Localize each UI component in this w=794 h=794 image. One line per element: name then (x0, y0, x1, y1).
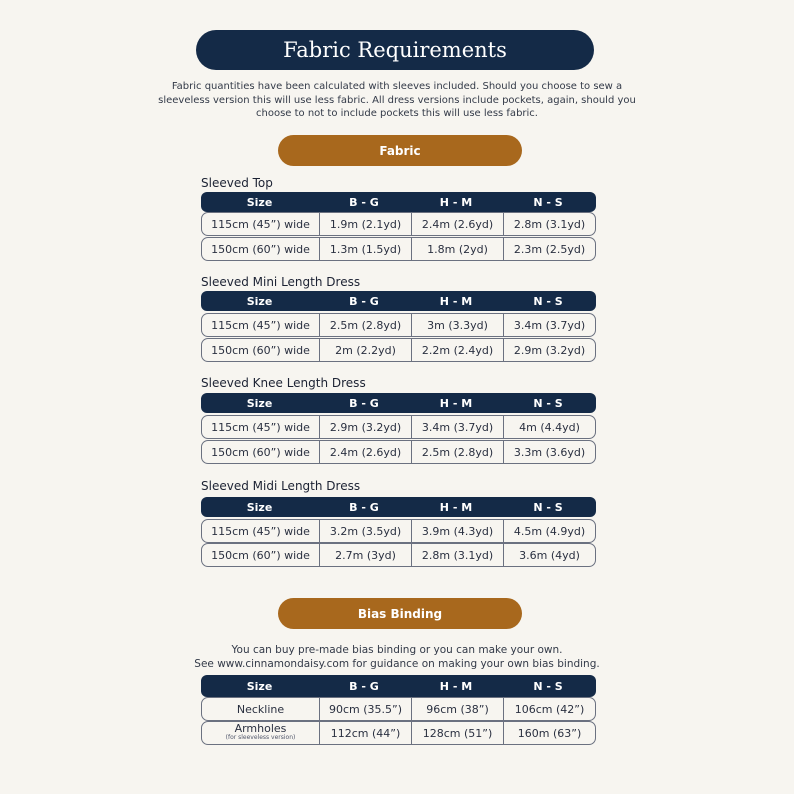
cell: 2.8m (3.1yd) (503, 213, 595, 235)
cell: 2.7m (3yd) (319, 544, 411, 566)
cell: 3.4m (3.7yd) (411, 416, 503, 438)
table-row (201, 543, 596, 567)
row-label: 115cm (45”) wide (211, 524, 310, 538)
intro-text: Fabric quantities have been calculated with sleeves included. Should you choose to sew a sleeveless version this will use less fabric. All dress versions include pockets, again, should you choose to not to include pockets this will use less fabric. (158, 81, 636, 119)
cell: 3.2m (3.5yd) (319, 520, 411, 542)
col-n-s: N - S (533, 679, 563, 693)
cell: 3.3m (3.6yd) (503, 441, 595, 463)
bias-text-line-1: You can buy pre-made bias binding or you can make your own. (231, 644, 563, 656)
col-b-g: B - G (349, 500, 379, 514)
cell: 2m (2.2yd) (319, 339, 411, 361)
cell: 2.5m (2.8yd) (411, 441, 503, 463)
cell: 1.8m (2yd) (411, 238, 503, 260)
table-row (201, 519, 596, 543)
table-header (201, 497, 596, 517)
cell: 2.9m (3.2yd) (503, 339, 595, 361)
table-title: Sleeved Mini Length Dress (201, 275, 361, 289)
row-label: 115cm (45”) wide (211, 217, 310, 231)
row-label: 150cm (60”) wide (211, 343, 310, 357)
cell: 90cm (35.5”) (319, 698, 411, 720)
col-size: Size (246, 195, 273, 209)
cell: 3.9m (4.3yd) (411, 520, 503, 542)
cell: 3.4m (3.7yd) (503, 314, 595, 336)
table-row (201, 697, 596, 721)
row-label-armholes (202, 722, 319, 744)
col-b-g: B - G (349, 396, 379, 410)
row-label: Neckline (236, 702, 285, 716)
table-header (201, 291, 596, 311)
col-b-g: B - G (349, 679, 379, 693)
col-h-m: H - M (439, 679, 473, 693)
cell: 1.9m (2.1yd) (319, 213, 411, 235)
row-label: 115cm (45”) wide (211, 420, 310, 434)
cell: 96cm (38”) (411, 698, 503, 720)
col-n-s: N - S (533, 396, 563, 410)
col-h-m: H - M (439, 500, 473, 514)
cell: 1.3m (1.5yd) (319, 238, 411, 260)
cell: 106cm (42”) (503, 698, 595, 720)
col-h-m: H - M (439, 396, 473, 410)
cell: 2.4m (2.6yd) (319, 441, 411, 463)
col-b-g: B - G (349, 294, 379, 308)
table-header (201, 192, 596, 212)
table-title: Sleeved Top (201, 176, 273, 190)
row-label: 150cm (60”) wide (211, 445, 310, 459)
col-b-g: B - G (349, 195, 379, 209)
row-label: 115cm (45”) wide (211, 318, 310, 332)
table-row (201, 338, 596, 362)
cell: 160m (63”) (503, 722, 595, 744)
col-size: Size (246, 294, 273, 308)
col-size: Size (246, 396, 273, 410)
table-row (201, 440, 596, 464)
cell: 3m (3.3yd) (411, 314, 503, 336)
table-row (201, 212, 596, 236)
col-size: Size (246, 500, 273, 514)
table-header (201, 393, 596, 413)
cell: 2.5m (2.8yd) (319, 314, 411, 336)
cell: 112cm (44”) (319, 722, 411, 744)
cell: 3.6m (4yd) (503, 544, 595, 566)
table-header (201, 675, 596, 697)
col-n-s: N - S (533, 500, 563, 514)
table-row (201, 415, 596, 439)
table-row (201, 237, 596, 261)
cell: 2.9m (3.2yd) (319, 416, 411, 438)
table-title: Sleeved Knee Length Dress (201, 376, 366, 390)
row-label: 150cm (60”) wide (211, 242, 310, 256)
cell: 2.2m (2.4yd) (411, 339, 503, 361)
cell: 128cm (51”) (411, 722, 503, 744)
col-h-m: H - M (439, 294, 473, 308)
row-label: Armholes (234, 722, 287, 735)
page-title: Fabric Requirements (196, 30, 594, 70)
cell: 2.8m (3.1yd) (411, 544, 503, 566)
cell: 2.3m (2.5yd) (503, 238, 595, 260)
bias-binding-text (150, 643, 644, 671)
bias-text-line-2: See www.cinnamondaisy.com for guidance on making your own bias binding. (194, 658, 600, 670)
col-h-m: H - M (439, 195, 473, 209)
bias-binding-section-header: Bias Binding (278, 598, 522, 629)
cell: 4.5m (4.9yd) (503, 520, 595, 542)
col-size: Size (246, 679, 273, 693)
col-n-s: N - S (533, 195, 563, 209)
cell: 4m (4.4yd) (503, 416, 595, 438)
table-row (201, 721, 596, 745)
table-title: Sleeved Midi Length Dress (201, 479, 361, 493)
armholes-note: (for sleeveless version) (225, 734, 296, 741)
table-row (201, 313, 596, 337)
cell: 2.4m (2.6yd) (411, 213, 503, 235)
row-label: 150cm (60”) wide (211, 548, 310, 562)
col-n-s: N - S (533, 294, 563, 308)
fabric-section-header: Fabric (278, 135, 522, 166)
